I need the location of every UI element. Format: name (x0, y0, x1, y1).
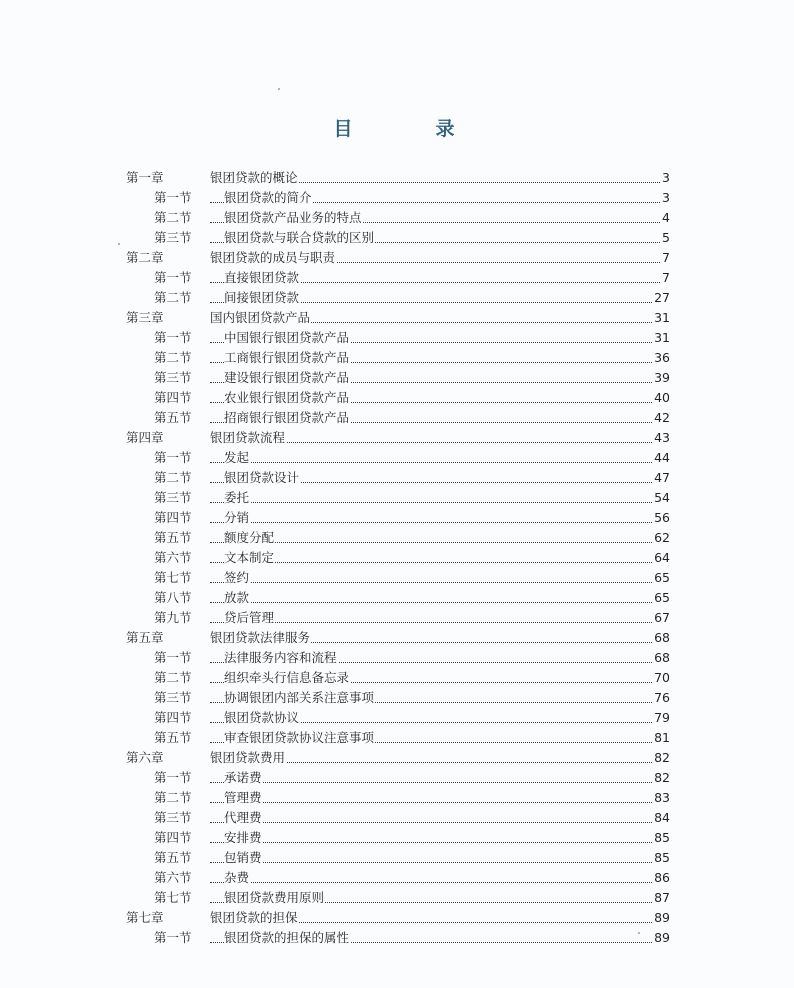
dot-leader (210, 542, 666, 543)
toc-entry-page-number: 68 (653, 628, 670, 648)
toc-entry-number: 第四节 (154, 828, 194, 848)
toc-entry-page-number: 84 (653, 808, 670, 828)
dot-leader (210, 462, 666, 463)
toc-chapter-entry (126, 908, 670, 928)
toc-entry-number: 第四章 (126, 428, 166, 448)
toc-entry-number: 第五章 (126, 628, 166, 648)
toc-section-entry (126, 708, 670, 728)
toc-entry-title: 建设银行银团贷款产品 (224, 368, 350, 388)
toc-entry-title: 杂费 (224, 868, 250, 888)
toc-entry-page-number: 85 (653, 848, 670, 868)
toc-entry-number: 第七节 (154, 888, 194, 908)
toc-entry-number: 第三节 (154, 368, 194, 388)
toc-entry-title: 银团贷款协议 (224, 708, 300, 728)
toc-entry-page-number: 31 (653, 328, 670, 348)
toc-entry-page-number: 62 (653, 528, 670, 548)
toc-section-entry (126, 188, 670, 208)
toc-entry-page-number: 89 (653, 908, 670, 928)
dot-leader (210, 842, 666, 843)
toc-entry-number: 第二节 (154, 288, 194, 308)
toc-entry-page-number: 70 (653, 668, 670, 688)
toc-entry-title: 银团贷款法律服务 (210, 628, 311, 648)
toc-entry-title: 签约 (224, 568, 250, 588)
toc-section-entry (126, 348, 670, 368)
toc-entry-page-number: 44 (653, 448, 670, 468)
toc-section-entry (126, 888, 670, 908)
toc-entry-number: 第一节 (154, 768, 194, 788)
toc-entry-number: 第九节 (154, 608, 194, 628)
toc-section-entry (126, 408, 670, 428)
toc-entry-title: 放款 (224, 588, 250, 608)
toc-entry-title: 协调银团内部关系注意事项 (224, 688, 375, 708)
toc-section-entry (126, 568, 670, 588)
toc-entry-page-number: 56 (653, 508, 670, 528)
table-of-contents (126, 168, 670, 948)
page-title: 目 录 (333, 118, 487, 140)
toc-entry-page-number: 83 (653, 788, 670, 808)
toc-entry-page-number: 64 (653, 548, 670, 568)
toc-entry-page-number: 87 (653, 888, 670, 908)
toc-entry-number: 第二节 (154, 468, 194, 488)
toc-entry-number: 第三节 (154, 688, 194, 708)
toc-entry-title: 审查银团贷款协议注意事项 (224, 728, 375, 748)
toc-entry-page-number: 4 (660, 208, 670, 228)
toc-entry-page-number: 65 (653, 588, 670, 608)
toc-section-entry (126, 728, 670, 748)
toc-entry-title: 银团贷款的概论 (210, 168, 299, 188)
toc-entry-page-number: 86 (653, 868, 670, 888)
toc-entry-page-number: 5 (660, 228, 670, 248)
toc-section-entry (126, 548, 670, 568)
dot-leader (210, 782, 666, 783)
toc-entry-page-number: 65 (653, 568, 670, 588)
toc-section-entry (126, 828, 670, 848)
toc-entry-number: 第三节 (154, 808, 194, 828)
toc-entry-number: 第二节 (154, 788, 194, 808)
dot-leader (210, 502, 666, 503)
toc-entry-title: 银团贷款的简介 (224, 188, 313, 208)
toc-entry-page-number: 82 (653, 748, 670, 768)
toc-section-entry (126, 488, 670, 508)
toc-entry-number: 第一节 (154, 648, 194, 668)
toc-entry-page-number: 7 (660, 248, 670, 268)
toc-entry-number: 第五节 (154, 408, 194, 428)
toc-entry-page-number: 36 (653, 348, 670, 368)
toc-section-entry (126, 328, 670, 348)
toc-entry-title: 代理费 (224, 808, 263, 828)
toc-entry-title: 直接银团贷款 (224, 268, 300, 288)
toc-entry-number: 第六节 (154, 868, 194, 888)
toc-entry-number: 第四节 (154, 708, 194, 728)
toc-section-entry (126, 588, 670, 608)
toc-section-entry (126, 468, 670, 488)
toc-section-entry (126, 848, 670, 868)
toc-entry-title: 贷后管理 (224, 608, 275, 628)
toc-entry-page-number: 3 (660, 188, 670, 208)
toc-entry-title: 包销费 (224, 848, 263, 868)
dot-leader (210, 522, 666, 523)
toc-entry-title: 工商银行银团贷款产品 (224, 348, 350, 368)
toc-entry-title: 发起 (224, 448, 250, 468)
scan-speck (118, 243, 120, 245)
dot-leader (210, 822, 666, 823)
toc-entry-number: 第二节 (154, 208, 194, 228)
toc-section-entry (126, 768, 670, 788)
toc-entry-title: 中国银行银团贷款产品 (224, 328, 350, 348)
scan-speck (278, 88, 280, 90)
toc-entry-number: 第一节 (154, 268, 194, 288)
toc-entry-title: 银团贷款费用原则 (224, 888, 325, 908)
toc-entry-title: 银团贷款的担保的属性 (224, 928, 350, 948)
toc-section-entry (126, 788, 670, 808)
toc-entry-title: 间接银团贷款 (224, 288, 300, 308)
toc-entry-number: 第一节 (154, 188, 194, 208)
toc-entry-title: 银团贷款与联合贷款的区别 (224, 228, 375, 248)
dot-leader (210, 602, 666, 603)
toc-section-entry (126, 508, 670, 528)
toc-entry-page-number: 89 (653, 928, 670, 948)
toc-entry-number: 第三节 (154, 488, 194, 508)
toc-entry-number: 第一节 (154, 928, 194, 948)
toc-section-entry (126, 528, 670, 548)
toc-entry-title: 银团贷款流程 (210, 428, 286, 448)
toc-entry-number: 第四节 (154, 388, 194, 408)
toc-section-entry (126, 208, 670, 228)
toc-entry-title: 招商银行银团贷款产品 (224, 408, 350, 428)
toc-entry-number: 第三章 (126, 308, 166, 328)
toc-entry-title: 银团贷款的成员与职责 (210, 248, 336, 268)
toc-section-entry (126, 368, 670, 388)
dot-leader (210, 882, 666, 883)
toc-entry-page-number: 39 (653, 368, 670, 388)
toc-entry-number: 第六节 (154, 548, 194, 568)
toc-entry-number: 第七章 (126, 908, 166, 928)
toc-entry-number: 第二章 (126, 248, 166, 268)
toc-entry-title: 法律服务内容和流程 (224, 648, 338, 668)
toc-entry-page-number: 85 (653, 828, 670, 848)
toc-chapter-entry (126, 748, 670, 768)
toc-section-entry (126, 228, 670, 248)
toc-section-entry (126, 648, 670, 668)
toc-entry-title: 组织牵头行信息备忘录 (224, 668, 350, 688)
toc-entry-number: 第五节 (154, 528, 194, 548)
toc-chapter-entry (126, 168, 670, 188)
toc-entry-number: 第一节 (154, 448, 194, 468)
toc-section-entry (126, 388, 670, 408)
toc-chapter-entry (126, 428, 670, 448)
toc-entry-page-number: 7 (660, 268, 670, 288)
toc-entry-page-number: 76 (653, 688, 670, 708)
toc-entry-page-number: 40 (653, 388, 670, 408)
dot-leader (210, 862, 666, 863)
toc-entry-page-number: 68 (653, 648, 670, 668)
toc-entry-page-number: 43 (653, 428, 670, 448)
toc-entry-page-number: 31 (653, 308, 670, 328)
toc-entry-page-number: 3 (660, 168, 670, 188)
toc-entry-number: 第七节 (154, 568, 194, 588)
dot-leader (210, 562, 666, 563)
toc-section-entry (126, 268, 670, 288)
toc-entry-page-number: 42 (653, 408, 670, 428)
toc-entry-title: 文本制定 (224, 548, 275, 568)
toc-section-entry (126, 868, 670, 888)
toc-entry-title: 安排费 (224, 828, 263, 848)
toc-section-entry (126, 288, 670, 308)
toc-entry-title: 银团贷款设计 (224, 468, 300, 488)
toc-entry-number: 第三节 (154, 228, 194, 248)
toc-entry-title: 农业银行银团贷款产品 (224, 388, 350, 408)
toc-entry-page-number: 82 (653, 768, 670, 788)
toc-chapter-entry (126, 248, 670, 268)
toc-entry-number: 第八节 (154, 588, 194, 608)
toc-entry-page-number: 47 (653, 468, 670, 488)
toc-chapter-entry (126, 628, 670, 648)
toc-chapter-entry (126, 308, 670, 328)
toc-entry-title: 银团贷款费用 (210, 748, 286, 768)
dot-leader (210, 802, 666, 803)
toc-entry-title: 委托 (224, 488, 250, 508)
toc-entry-page-number: 67 (653, 608, 670, 628)
toc-section-entry (126, 668, 670, 688)
toc-entry-title: 银团贷款的担保 (210, 908, 299, 928)
toc-entry-title: 额度分配 (224, 528, 275, 548)
toc-section-entry (126, 608, 670, 628)
scan-speck (638, 932, 640, 934)
toc-entry-number: 第四节 (154, 508, 194, 528)
toc-entry-number: 第五节 (154, 848, 194, 868)
toc-section-entry (126, 928, 670, 948)
toc-entry-title: 银团贷款产品业务的特点 (224, 208, 363, 228)
toc-section-entry (126, 448, 670, 468)
toc-entry-number: 第一章 (126, 168, 166, 188)
toc-entry-title: 分销 (224, 508, 250, 528)
toc-entry-page-number: 79 (653, 708, 670, 728)
toc-entry-title: 国内银团贷款产品 (210, 308, 311, 328)
toc-entry-page-number: 27 (653, 288, 670, 308)
toc-section-entry (126, 808, 670, 828)
toc-entry-number: 第一节 (154, 328, 194, 348)
toc-entry-number: 第五节 (154, 728, 194, 748)
toc-entry-page-number: 81 (653, 728, 670, 748)
toc-entry-title: 管理费 (224, 788, 263, 808)
toc-entry-number: 第二节 (154, 668, 194, 688)
toc-entry-number: 第二节 (154, 348, 194, 368)
toc-section-entry (126, 688, 670, 708)
toc-entry-title: 承诺费 (224, 768, 263, 788)
toc-entry-page-number: 54 (653, 488, 670, 508)
dot-leader (210, 582, 666, 583)
toc-entry-number: 第六章 (126, 748, 166, 768)
dot-leader (210, 622, 666, 623)
